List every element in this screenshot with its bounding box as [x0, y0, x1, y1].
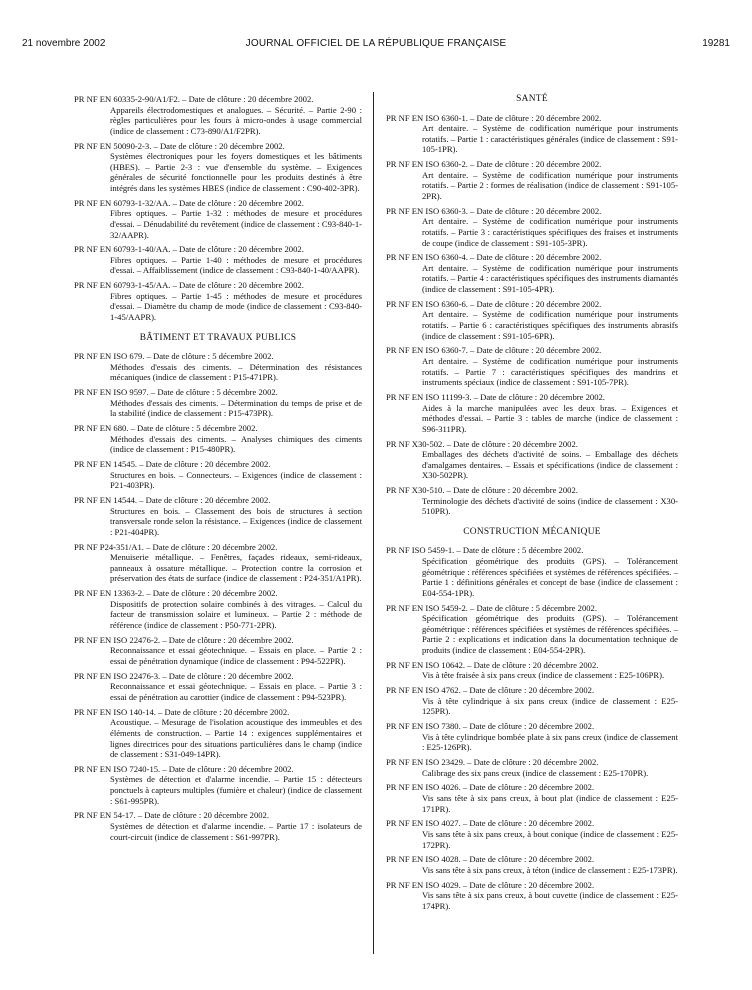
standard-entry [386, 206, 678, 248]
entry-reference: PR NF EN ISO 10642. – Date de clôture : 20 décembre 2002. [386, 659, 599, 670]
section-heading: BÂTIMENT ET TRAVAUX PUBLICS [139, 332, 297, 343]
entry-reference: PR NF EN ISO 4026. – Date de clôture : 20 décembre 2002. [386, 782, 595, 793]
standard-entry [386, 660, 678, 681]
entry-description: Art dentaire. – Système de codification numérique pour instruments rotatifs. – Partie 3 : caractéristiques spécifiques des fraises et instruments de coupe (indice de classement : S91-105-3PR). [422, 216, 678, 248]
entry-description: Vis à tête fraisée à six pans creux (indice de classement : E25-106PR). [422, 670, 665, 681]
standard-entry [74, 707, 362, 760]
entry-description: Emballages des déchets d'activité de soins. – Emballage des déchets d'amalgames dentaires. – Essais et spécifications (indice de classement : X30-502PR). [422, 449, 678, 481]
standard-entry [74, 495, 362, 537]
entry-description: Fibres optiques. – Partie 1-40 : méthodes de mesure et procédures d'essai. – Affaiblissement (indice de classement : C93-840-1-40/AAPR). [110, 254, 362, 276]
entry-description: Appareils électrodomestiques et analogues. – Sécurité. – Partie 2-90 : règles particulières pour les fours à micro-ondes à usage commercial (indice de classement : C73-890/A1/F2PR). [110, 104, 362, 136]
entry-reference: PR NF EN 14544. – Date de clôture : 20 décembre 2002. [74, 495, 271, 506]
standard-entry [386, 159, 678, 201]
entry-description: Vis à tête cylindrique à six pans creux (indice de classement : E25-125PR). [422, 695, 678, 717]
page-number: 19281 [702, 38, 730, 49]
standard-entry [74, 542, 362, 584]
entry-reference: PR NF EN 60335-2-90/A1/F2. – Date de clôture : 20 décembre 2002. [74, 94, 314, 104]
right-column [386, 94, 678, 916]
entry-reference: PR NF EN ISO 22476-2. – Date de clôture : 20 décembre 2002. [74, 634, 294, 645]
standard-entry [74, 141, 362, 194]
entry-description: Menuiserie métallique. – Fenêtres, façades rideaux, semi-rideaux, panneaux à ossature métallique. – Protection contre la corrosion et préservation des états de surface (indice de classement : P24-351/A1PR). [110, 552, 362, 584]
standard-entry [386, 818, 678, 850]
standard-entry [74, 94, 362, 136]
entry-reference: PR NF EN 54-17. – Date de clôture : 20 décembre 2002. [74, 810, 269, 821]
standard-entry [74, 387, 362, 419]
entry-reference: PR NF EN ISO 6360-2. – Date de clôture : 20 décembre 2002. [386, 159, 602, 170]
entry-reference: PR NF P24-351/A1. – Date de clôture : 20 décembre 2002. [74, 541, 278, 552]
entry-reference: PR NF EN 14545. – Date de clôture : 20 décembre 2002. [74, 459, 271, 470]
standard-entry [74, 244, 362, 276]
entry-reference: PR NF EN ISO 7240-15. – Date de clôture : 20 décembre 2002. [74, 763, 294, 774]
entry-description: Structures en bois. – Connecteurs. – Exigences (indice de classement : P21-403PR). [110, 469, 362, 491]
entry-reference: PR NF EN 680. – Date de clôture : 5 décembre 2002. [74, 423, 258, 434]
standard-entry [74, 423, 362, 455]
entry-reference: PR NF EN ISO 679. – Date de clôture : 5 décembre 2002. [74, 351, 274, 362]
entry-description: Dispositifs de protection solaire combinés à des vitrages. – Calcul du facteur de transmission solaire et lumineux. – Partie 2 : méthode de référence (indice de classement : P50-771-2PR). [110, 598, 362, 630]
standard-entry [386, 721, 678, 753]
standard-entry [74, 671, 362, 703]
entry-reference: PR NF X30-510. – Date de clôture : 20 décembre 2002. [386, 485, 578, 496]
standard-entry [386, 485, 678, 517]
standard-entry [386, 545, 678, 598]
standard-entry [386, 685, 678, 717]
entry-description: Méthodes d'essais des ciments. – Détermination du temps de prise et de la stabilité (indice de classement : P15-473PR). [110, 397, 362, 419]
entry-reference: PR NF EN ISO 4028. – Date de clôture : 20 décembre 2002. [386, 854, 595, 865]
standard-entry [386, 345, 678, 387]
standard-entry [74, 810, 362, 842]
entry-description: Art dentaire. – Système de codification numérique pour instruments rotatifs. – Partie 2 : formes de réalisation (indice de classement : S91-105-2PR). [422, 169, 678, 201]
page-header [22, 38, 730, 52]
entry-reference: PR NF EN 50090-2-3. – Date de clôture : 20 décembre 2002. [74, 140, 285, 151]
entry-description: Calibrage des six pans creux (indice de classement : E25-170PR). [422, 767, 649, 778]
entry-description: Art dentaire. – Système de codification numérique pour instruments rotatifs. – Partie 6 : caractéristiques spécifiques des instruments abrasifs (indice de classement : S91-105-6PR). [422, 309, 678, 341]
entry-reference: PR NF EN ISO 7380. – Date de clôture : 20 décembre 2002. [386, 721, 595, 732]
journal-title: JOURNAL OFFICIEL DE LA RÉPUBLIQUE FRANÇAISE [245, 38, 507, 49]
entry-description: Terminologie des déchets d'activité de soins (indice de classement : X30-510PR). [422, 495, 678, 517]
entry-description: Art dentaire. – Système de codification numérique pour instruments rotatifs. – Partie 4 : caractéristiques spécifiques des instruments diamantés (indice de classement : S91-105-4PR). [422, 262, 678, 295]
entry-reference: PR NF EN ISO 6360-3. – Date de clôture : 20 décembre 2002. [386, 205, 602, 216]
entry-description: Vis sans tête à six pans creux, à bout conique (indice de classement : E25-172PR). [422, 829, 678, 850]
entry-description: Systèmes électroniques pour les foyers domestiques et les bâtiments (HBES). – Partie 2-3 : vue d'ensemble du système. – Exigences générales de sécurité fonctionnelle pour les produits destinés à être intégrés dans les systèmes HBES (indice de classement : C90-402-3PR). [110, 151, 362, 193]
entry-description: Vis sans tête à six pans creux, à téton (indice de classement : E25-173PR). [422, 865, 678, 875]
entry-reference: PR NF EN ISO 6360-1. – Date de clôture : 20 décembre 2002. [386, 112, 602, 123]
entry-description: Vis à tête cylindrique bombée plate à six pans creux (indice de classement : E25-126PR). [422, 731, 678, 753]
entry-description: Aides à la marche manipulées avec les deux bras. – Exigences et méthodes d'essai. – Partie 3 : tables de marche (indice de classement : S96-311PR). [422, 402, 678, 434]
entry-description: Méthodes d'essais des ciments. – Analyses chimiques des ciments (indice de classement : P15-480PR). [110, 433, 362, 455]
entry-description: Fibres optiques. – Partie 1-32 : méthodes de mesure et procédures d'essai. – Dénudabilité du revêtement (indice de classement : C93-840-1-32/AAPR). [110, 208, 362, 240]
entry-description: Systèmes de détection et d'alarme incendie. – Partie 15 : détecteurs ponctuels à capteurs multiples (fumière et chaleur) (indice de classement : S61-995PR). [110, 774, 362, 806]
standard-entry [74, 588, 362, 630]
standard-entry [386, 392, 678, 434]
standard-entry [74, 459, 362, 491]
header-date: 21 novembre 2002 [22, 38, 106, 49]
standard-entry [74, 635, 362, 667]
standard-entry [386, 113, 678, 155]
entry-description: Méthodes d'essais des ciments. – Détermination des résistances mécaniques (indice de classement : P15-471PR). [110, 361, 362, 383]
entry-description: Structures en bois. – Classement des bois de structures à section transversale ronde selon la résistance. – Exigences (indice de classement : P21-404PR). [110, 505, 362, 537]
entry-reference: PR NF EN ISO 4762. – Date de clôture : 20 décembre 2002. [386, 685, 595, 696]
standard-entry [386, 299, 678, 341]
entry-reference: PR NF EN ISO 9597. – Date de clôture : 5 décembre 2002. [74, 387, 278, 398]
standard-entry [386, 252, 678, 294]
entry-reference: PR NF EN ISO 22476-3. – Date de clôture : 20 décembre 2002. [74, 670, 294, 681]
entry-reference: PR NF EN ISO 4027. – Date de clôture : 20 décembre 2002. [386, 818, 595, 829]
entry-description: Spécification géométrique des produits (GPS). – Tolérancement géométrique : références spécifiées et systèmes de références spécifiées. – Partie 2 : explications et indication dans la documentation technique de produits (indice de classement : E04-554-2PR). [422, 613, 678, 655]
entry-reference: PR NF X30-502. – Date de clôture : 20 décembre 2002. [386, 438, 578, 449]
left-column [74, 94, 362, 846]
entry-reference: PR NF EN 60793-1-40/AA. – Date de clôture : 20 décembre 2002. [74, 244, 304, 255]
entry-reference: PR NF EN ISO 140-14. – Date de clôture : 20 décembre 2002. [74, 706, 290, 717]
standard-entry [74, 280, 362, 322]
standard-entry [386, 757, 678, 778]
entry-description: Fibres optiques. – Partie 1-45 : méthodes de mesure et procédures d'essai. – Diamètre du champ de mode (indice de classement : C93-840-1-45/AAPR). [110, 290, 362, 323]
entry-description: Art dentaire. – Système de codification numérique pour instruments rotatifs. – Partie 7 : caractéristiques spécifiques des mandrins et instruments spéciaux (indice de classement : S91-105-7PR). [422, 356, 678, 388]
entry-description: Systèmes de détection et d'alarme incendie. – Partie 17 : isolateurs de court-circuit (indice de classement : S61-997PR). [110, 821, 362, 842]
entry-reference: PR NF ISO 5459-1. – Date de clôture : 5 décembre 2002. [386, 545, 584, 556]
standard-entry [386, 880, 678, 912]
section-heading: SANTÉ [516, 94, 548, 104]
entry-reference: PR NF EN 13363-2. – Date de clôture : 20 décembre 2002. [74, 588, 278, 599]
entry-description: Art dentaire. – Système de codification numérique pour instruments rotatifs. – Partie 1 : caractéristiques générales (indice de classement : S91-105-1PR). [422, 123, 678, 155]
standard-entry [386, 439, 678, 481]
standard-entry [74, 764, 362, 806]
entry-reference: PR NF EN ISO 4029. – Date de clôture : 20 décembre 2002. [386, 879, 595, 890]
entry-reference: PR NF EN ISO 11199-3. – Date de clôture : 20 décembre 2002. [386, 391, 605, 402]
entry-reference: PR NF EN 60793-1-32/AA. – Date de clôture : 20 décembre 2002. [74, 197, 304, 208]
entry-reference: PR NF EN ISO 23429. – Date de clôture : 20 décembre 2002. [386, 757, 599, 768]
standard-entry [74, 351, 362, 383]
section-heading: CONSTRUCTION MÉCANIQUE [463, 526, 601, 537]
entry-reference: PR NF EN ISO 6360-4. – Date de clôture : 20 décembre 2002. [386, 252, 602, 263]
entry-reference: PR NF EN ISO 6360-6. – Date de clôture : 20 décembre 2002. [386, 298, 602, 309]
standard-entry [386, 854, 678, 875]
entry-description: Spécification géométrique des produits (GPS). – Tolérancement géométrique : références spécifiées et systèmes de références spécifiées. – Partie 1 : définitions générales et concept de base (indice de classement : E04-554-1PR). [422, 556, 678, 598]
standard-entry [74, 198, 362, 240]
standard-entry [386, 782, 678, 814]
entry-description: Reconnaissance et essai géotechnique. – Essais en place. – Partie 2 : essai de pénétration dynamique (indice de classement : P94-522PR). [110, 645, 362, 666]
standard-entry [386, 603, 678, 656]
entry-reference: PR NF EN ISO 5459-2. – Date de clôture : 5 décembre 2002. [386, 602, 597, 613]
entry-description: Acoustique. – Mesurage de l'isolation acoustique des immeubles et des éléments de construction. – Partie 14 : exigences supplémentaires et lignes directrices pour des situations particulières dans le champ (indice de classement : S31-049-14PR). [110, 717, 362, 760]
entry-description: Reconnaissance et essai géotechnique. – Essais en place. – Partie 3 : essai de pénétration au carottier (indice de classement : P94-523PR). [110, 681, 362, 702]
entry-reference: PR NF EN ISO 6360-7. – Date de clôture : 20 décembre 2002. [386, 345, 602, 356]
column-divider [373, 92, 374, 954]
entry-description: Vis sans tête à six pans creux, à bout plat (indice de classement : E25-171PR). [422, 793, 678, 814]
entry-description: Vis sans tête à six pans creux, à bout cuvette (indice de classement : E25-174PR). [422, 890, 678, 911]
entry-reference: PR NF EN 60793-1-45/AA. – Date de clôture : 20 décembre 2002. [74, 280, 304, 291]
